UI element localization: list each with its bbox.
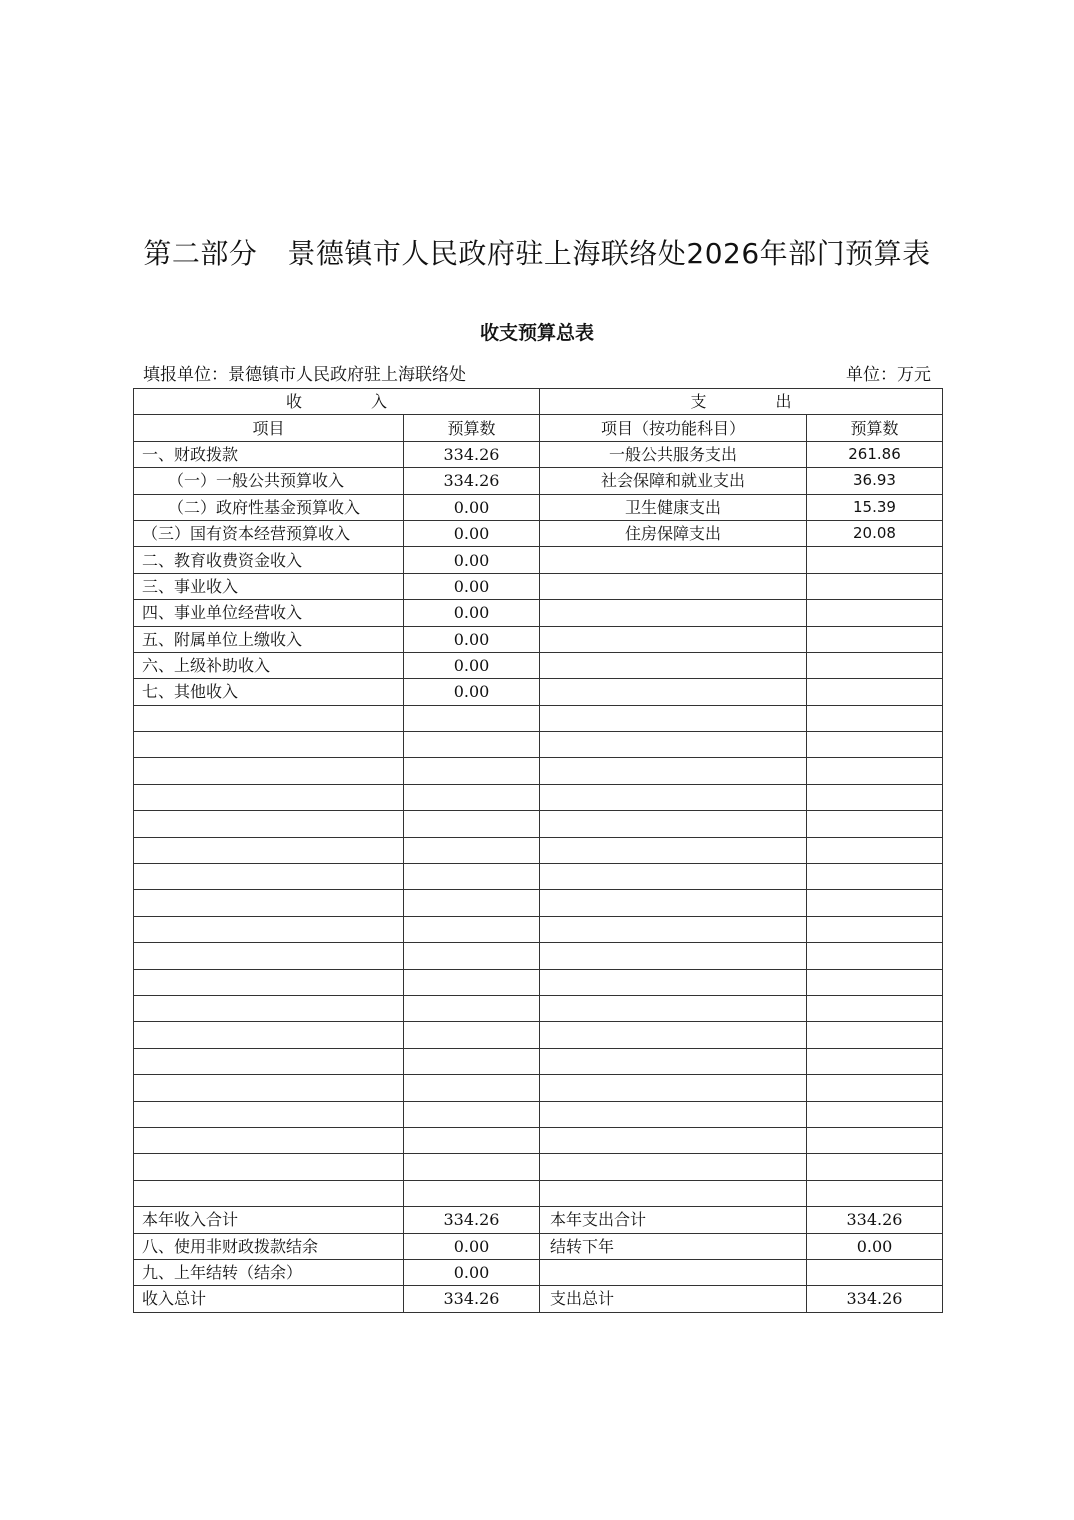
income-item: 九、上年结转（结余） bbox=[134, 1259, 404, 1285]
expense-amount bbox=[807, 890, 943, 916]
income-amount: 334.26 bbox=[404, 1286, 540, 1312]
expense-amount bbox=[807, 784, 943, 810]
total-row bbox=[134, 1286, 943, 1312]
col-expense-amount: 预算数 bbox=[807, 415, 943, 441]
expense-amount bbox=[807, 626, 943, 652]
col-expense-item: 项目（按功能科目） bbox=[540, 415, 807, 441]
expense-amount bbox=[807, 679, 943, 705]
income-amount bbox=[404, 732, 540, 758]
expense-amount bbox=[807, 547, 943, 573]
empty-row bbox=[134, 1101, 943, 1127]
empty-row bbox=[134, 969, 943, 995]
income-item: 八、使用非财政拨款结余 bbox=[134, 1233, 404, 1259]
income-amount bbox=[404, 1048, 540, 1074]
income-item bbox=[134, 732, 404, 758]
expense-group-header: 支 出 bbox=[540, 389, 943, 415]
expense-item bbox=[540, 916, 807, 942]
expense-amount bbox=[807, 811, 943, 837]
expense-item: 住房保障支出 bbox=[540, 520, 807, 546]
expense-amount bbox=[807, 969, 943, 995]
empty-row bbox=[134, 916, 943, 942]
expense-amount bbox=[807, 1048, 943, 1074]
income-amount bbox=[404, 784, 540, 810]
table-title: 收支预算总表 bbox=[479, 322, 594, 344]
total-row bbox=[134, 1233, 943, 1259]
expense-amount: 15.39 bbox=[807, 494, 943, 520]
income-item: 本年收入合计 bbox=[134, 1207, 404, 1233]
expense-amount: 334.26 bbox=[807, 1207, 943, 1233]
income-item bbox=[134, 1154, 404, 1180]
data-row bbox=[134, 600, 943, 626]
income-item bbox=[134, 837, 404, 863]
empty-row bbox=[134, 837, 943, 863]
budget-summary-table bbox=[133, 388, 943, 1313]
income-item bbox=[134, 1127, 404, 1153]
empty-row bbox=[134, 864, 943, 890]
income-item bbox=[134, 943, 404, 969]
title-part: 第二部分 bbox=[143, 237, 258, 270]
income-item bbox=[134, 1101, 404, 1127]
expense-item bbox=[540, 890, 807, 916]
expense-amount bbox=[807, 1022, 943, 1048]
income-amount: 0.00 bbox=[404, 520, 540, 546]
data-row bbox=[134, 547, 943, 573]
expense-item bbox=[540, 1154, 807, 1180]
empty-row bbox=[134, 705, 943, 731]
income-amount bbox=[404, 705, 540, 731]
income-item bbox=[134, 811, 404, 837]
empty-row bbox=[134, 943, 943, 969]
expense-item: 卫生健康支出 bbox=[540, 494, 807, 520]
income-item: 五、附属单位上缴收入 bbox=[134, 626, 404, 652]
data-row bbox=[134, 441, 943, 467]
income-item: 一、财政拨款 bbox=[134, 441, 404, 467]
income-item bbox=[134, 705, 404, 731]
expense-item bbox=[540, 943, 807, 969]
income-item bbox=[134, 969, 404, 995]
total-row bbox=[134, 1207, 943, 1233]
expense-amount: 20.08 bbox=[807, 520, 943, 546]
empty-row bbox=[134, 1154, 943, 1180]
expense-item bbox=[540, 995, 807, 1021]
expense-item bbox=[540, 1048, 807, 1074]
empty-row bbox=[134, 811, 943, 837]
income-amount bbox=[404, 969, 540, 995]
expense-amount bbox=[807, 1101, 943, 1127]
expense-amount bbox=[807, 652, 943, 678]
expense-amount bbox=[807, 864, 943, 890]
empty-row bbox=[134, 1075, 943, 1101]
income-amount bbox=[404, 1154, 540, 1180]
income-amount bbox=[404, 1075, 540, 1101]
income-amount bbox=[404, 890, 540, 916]
empty-row bbox=[134, 732, 943, 758]
expense-amount bbox=[807, 1127, 943, 1153]
income-amount: 0.00 bbox=[404, 679, 540, 705]
expense-item bbox=[540, 1101, 807, 1127]
income-item: 四、事业单位经营收入 bbox=[134, 600, 404, 626]
income-amount bbox=[404, 995, 540, 1021]
page-title bbox=[0, 232, 1074, 272]
currency-unit: 单位：万元 bbox=[846, 365, 931, 385]
expense-item: 结转下年 bbox=[540, 1233, 807, 1259]
expense-amount bbox=[807, 705, 943, 731]
table-meta bbox=[143, 360, 931, 385]
income-item: （一）一般公共预算收入 bbox=[134, 468, 404, 494]
income-amount bbox=[404, 916, 540, 942]
total-row bbox=[134, 1259, 943, 1285]
col-income-item: 项目 bbox=[134, 415, 404, 441]
income-group-header: 收 入 bbox=[134, 389, 540, 415]
income-item bbox=[134, 1048, 404, 1074]
expense-item bbox=[540, 1127, 807, 1153]
expense-item bbox=[540, 600, 807, 626]
empty-row bbox=[134, 995, 943, 1021]
expense-item: 支出总计 bbox=[540, 1286, 807, 1312]
expense-item bbox=[540, 652, 807, 678]
income-amount bbox=[404, 864, 540, 890]
income-amount bbox=[404, 758, 540, 784]
empty-row bbox=[134, 890, 943, 916]
income-item bbox=[134, 890, 404, 916]
empty-row bbox=[134, 1048, 943, 1074]
data-row bbox=[134, 652, 943, 678]
title-main: 景德镇市人民政府驻上海联络处2026年部门预算表 bbox=[287, 237, 931, 270]
empty-row bbox=[134, 1180, 943, 1206]
income-item bbox=[134, 995, 404, 1021]
income-amount: 334.26 bbox=[404, 468, 540, 494]
expense-amount bbox=[807, 1180, 943, 1206]
expense-amount: 261.86 bbox=[807, 441, 943, 467]
column-header-row bbox=[134, 415, 943, 441]
income-amount bbox=[404, 1101, 540, 1127]
income-item: 七、其他收入 bbox=[134, 679, 404, 705]
expense-item bbox=[540, 758, 807, 784]
income-amount: 0.00 bbox=[404, 1259, 540, 1285]
income-item bbox=[134, 1022, 404, 1048]
data-row bbox=[134, 494, 943, 520]
expense-item bbox=[540, 1180, 807, 1206]
expense-item bbox=[540, 573, 807, 599]
expense-amount: 0.00 bbox=[807, 1233, 943, 1259]
empty-row bbox=[134, 1022, 943, 1048]
empty-row bbox=[134, 1127, 943, 1153]
income-amount bbox=[404, 943, 540, 969]
income-amount: 334.26 bbox=[404, 1207, 540, 1233]
income-item: （三）国有资本经营预算收入 bbox=[134, 520, 404, 546]
expense-amount bbox=[807, 732, 943, 758]
expense-amount bbox=[807, 1075, 943, 1101]
income-amount bbox=[404, 811, 540, 837]
data-row bbox=[134, 573, 943, 599]
income-amount: 0.00 bbox=[404, 600, 540, 626]
expense-item bbox=[540, 547, 807, 573]
income-item bbox=[134, 1180, 404, 1206]
income-amount: 0.00 bbox=[404, 573, 540, 599]
expense-amount bbox=[807, 943, 943, 969]
expense-amount: 36.93 bbox=[807, 468, 943, 494]
expense-item bbox=[540, 705, 807, 731]
expense-item bbox=[540, 732, 807, 758]
expense-item: 社会保障和就业支出 bbox=[540, 468, 807, 494]
expense-amount bbox=[807, 600, 943, 626]
col-income-amount: 预算数 bbox=[404, 415, 540, 441]
data-row bbox=[134, 520, 943, 546]
reporting-unit: 填报单位：景德镇市人民政府驻上海联络处 bbox=[143, 365, 466, 385]
income-amount bbox=[404, 1022, 540, 1048]
data-row bbox=[134, 626, 943, 652]
expense-amount bbox=[807, 573, 943, 599]
expense-item bbox=[540, 864, 807, 890]
group-header-row bbox=[134, 389, 943, 415]
expense-item bbox=[540, 837, 807, 863]
expense-item: 本年支出合计 bbox=[540, 1207, 807, 1233]
expense-item bbox=[540, 811, 807, 837]
expense-item bbox=[540, 1259, 807, 1285]
income-item bbox=[134, 758, 404, 784]
expense-item bbox=[540, 679, 807, 705]
expense-amount: 334.26 bbox=[807, 1286, 943, 1312]
income-amount bbox=[404, 837, 540, 863]
expense-item bbox=[540, 784, 807, 810]
expense-amount bbox=[807, 916, 943, 942]
expense-amount bbox=[807, 758, 943, 784]
income-amount: 0.00 bbox=[404, 652, 540, 678]
data-row bbox=[134, 679, 943, 705]
income-amount bbox=[404, 1180, 540, 1206]
income-item bbox=[134, 1075, 404, 1101]
expense-item: 一般公共服务支出 bbox=[540, 441, 807, 467]
income-amount: 0.00 bbox=[404, 547, 540, 573]
expense-item bbox=[540, 969, 807, 995]
income-item: 收入总计 bbox=[134, 1286, 404, 1312]
expense-amount bbox=[807, 1154, 943, 1180]
expense-item bbox=[540, 1022, 807, 1048]
income-item bbox=[134, 916, 404, 942]
data-row bbox=[134, 468, 943, 494]
expense-amount bbox=[807, 995, 943, 1021]
income-item: （二）政府性基金预算收入 bbox=[134, 494, 404, 520]
income-item bbox=[134, 864, 404, 890]
income-amount: 0.00 bbox=[404, 1233, 540, 1259]
income-item: 六、上级补助收入 bbox=[134, 652, 404, 678]
income-amount: 334.26 bbox=[404, 441, 540, 467]
income-item: 三、事业收入 bbox=[134, 573, 404, 599]
income-amount: 0.00 bbox=[404, 626, 540, 652]
income-amount bbox=[404, 1127, 540, 1153]
income-item bbox=[134, 784, 404, 810]
expense-item bbox=[540, 1075, 807, 1101]
expense-amount bbox=[807, 837, 943, 863]
empty-row bbox=[134, 784, 943, 810]
expense-item bbox=[540, 626, 807, 652]
empty-row bbox=[134, 758, 943, 784]
income-amount: 0.00 bbox=[404, 494, 540, 520]
expense-amount bbox=[807, 1259, 943, 1285]
income-item: 二、教育收费资金收入 bbox=[134, 547, 404, 573]
